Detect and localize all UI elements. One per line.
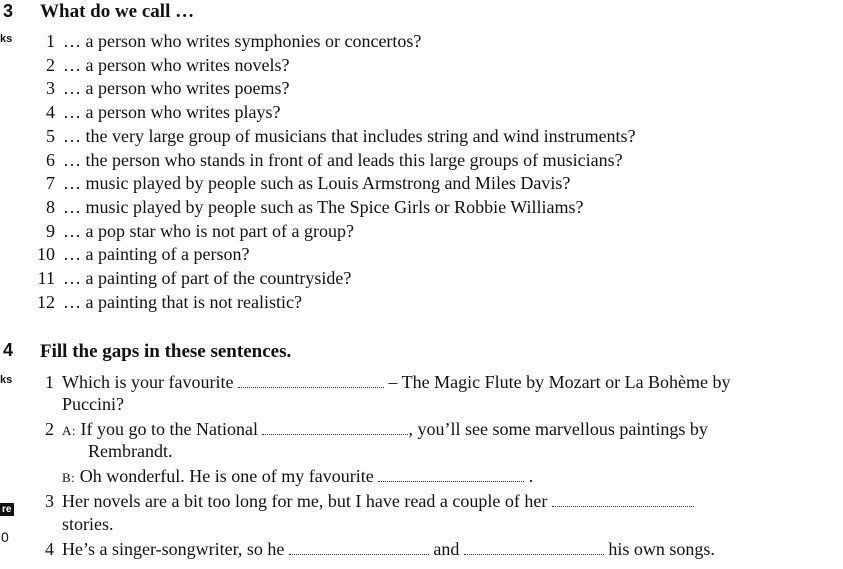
- fill-question-2a: [40, 418, 708, 442]
- section-4-side-label: ks: [0, 374, 13, 386]
- answer-gap[interactable]: [552, 494, 694, 507]
- question-item: [33, 77, 289, 99]
- speaker-b-label: B:: [62, 470, 76, 485]
- question-text: and: [433, 539, 460, 559]
- question-number: 3: [46, 78, 55, 99]
- section-4-side-number: 0: [1, 529, 9, 545]
- question-text: … the person who stands in front of and leads this large groups of musicians?: [63, 149, 623, 170]
- question-number: 11: [37, 268, 55, 288]
- question-number: 1: [45, 372, 54, 392]
- section-3-number: 3: [3, 1, 14, 21]
- question-number: 7: [46, 173, 55, 194]
- question-text: … a painting of a person?: [63, 244, 250, 265]
- answer-gap[interactable]: [378, 469, 524, 482]
- question-text: Which is your favourite: [62, 372, 234, 392]
- question-number: 2: [45, 419, 54, 439]
- question-item: [33, 149, 623, 171]
- speaker-a-label: A:: [62, 423, 76, 438]
- question-number: 4: [46, 102, 55, 123]
- fill-question-2a-continuation: Rembrandt.: [88, 441, 173, 461]
- answer-gap[interactable]: [238, 375, 384, 388]
- question-text: … a painting of part of the countryside?: [63, 268, 352, 288]
- question-text: , you’ll see some marvellous paintings by: [408, 419, 708, 439]
- question-number: 6: [46, 149, 55, 170]
- question-number: 3: [45, 491, 54, 511]
- question-number: 4: [45, 539, 54, 559]
- fill-question-4: [40, 538, 715, 560]
- section-3-heading: What do we call …: [40, 1, 195, 22]
- question-item: [33, 54, 289, 76]
- fill-question-2b: [62, 465, 533, 489]
- question-text: Her novels are a bit too long for me, but I have read a couple of her: [62, 491, 548, 511]
- question-text: … music played by people such as Louis Armstrong and Miles Davis?: [63, 173, 571, 194]
- question-item: [33, 196, 584, 218]
- question-text: .: [528, 466, 534, 486]
- question-number: 5: [46, 125, 55, 146]
- question-item: [33, 220, 354, 242]
- question-text: his own songs.: [608, 539, 715, 559]
- fill-question-1-continuation: Puccini?: [62, 394, 124, 414]
- question-text: … music played by people such as The Spice Girls or Robbie Williams?: [63, 196, 584, 217]
- question-text: If you go to the National: [80, 419, 258, 439]
- question-number: 8: [46, 196, 55, 217]
- question-number: 1: [46, 31, 55, 51]
- question-text: He’s a singer-songwriter, so he: [62, 539, 285, 559]
- question-item: [33, 125, 636, 147]
- question-text: Oh wonderful. He is one of my favourite: [79, 466, 374, 486]
- question-item: [33, 243, 249, 265]
- question-item: [33, 291, 302, 313]
- fill-question-3-continuation: stories.: [62, 514, 114, 534]
- section-4-side-badge: re: [0, 503, 14, 516]
- question-number: 10: [37, 244, 55, 265]
- question-number: 9: [46, 220, 55, 241]
- answer-gap[interactable]: [262, 422, 408, 435]
- fill-question-1: [40, 371, 731, 393]
- question-text: … a person who writes poems?: [63, 78, 290, 99]
- section-4-heading: Fill the gaps in these sentences.: [40, 341, 292, 362]
- answer-gap[interactable]: [464, 542, 604, 555]
- answer-gap[interactable]: [289, 542, 429, 555]
- question-item: [33, 267, 351, 289]
- section-4-number: 4: [3, 340, 14, 360]
- question-text: … a pop star who is not part of a group?: [63, 220, 354, 241]
- question-text: … a person who writes plays?: [63, 102, 281, 123]
- question-number: 12: [37, 291, 55, 312]
- question-item: [33, 172, 570, 194]
- question-item: [33, 101, 280, 123]
- question-number: 2: [46, 54, 55, 75]
- question-text: – The Magic Flute by Mozart or La Bohème by: [388, 372, 731, 392]
- question-item: [33, 30, 421, 52]
- question-text: … a person who writes novels?: [63, 54, 290, 75]
- question-text: … a painting that is not realistic?: [63, 291, 302, 312]
- section-3-side-label: ks: [0, 33, 13, 45]
- question-text: … a person who writes symphonies or concertos?: [63, 31, 422, 51]
- question-text: … the very large group of musicians that includes string and wind instruments?: [63, 125, 636, 146]
- fill-question-3: [40, 490, 694, 512]
